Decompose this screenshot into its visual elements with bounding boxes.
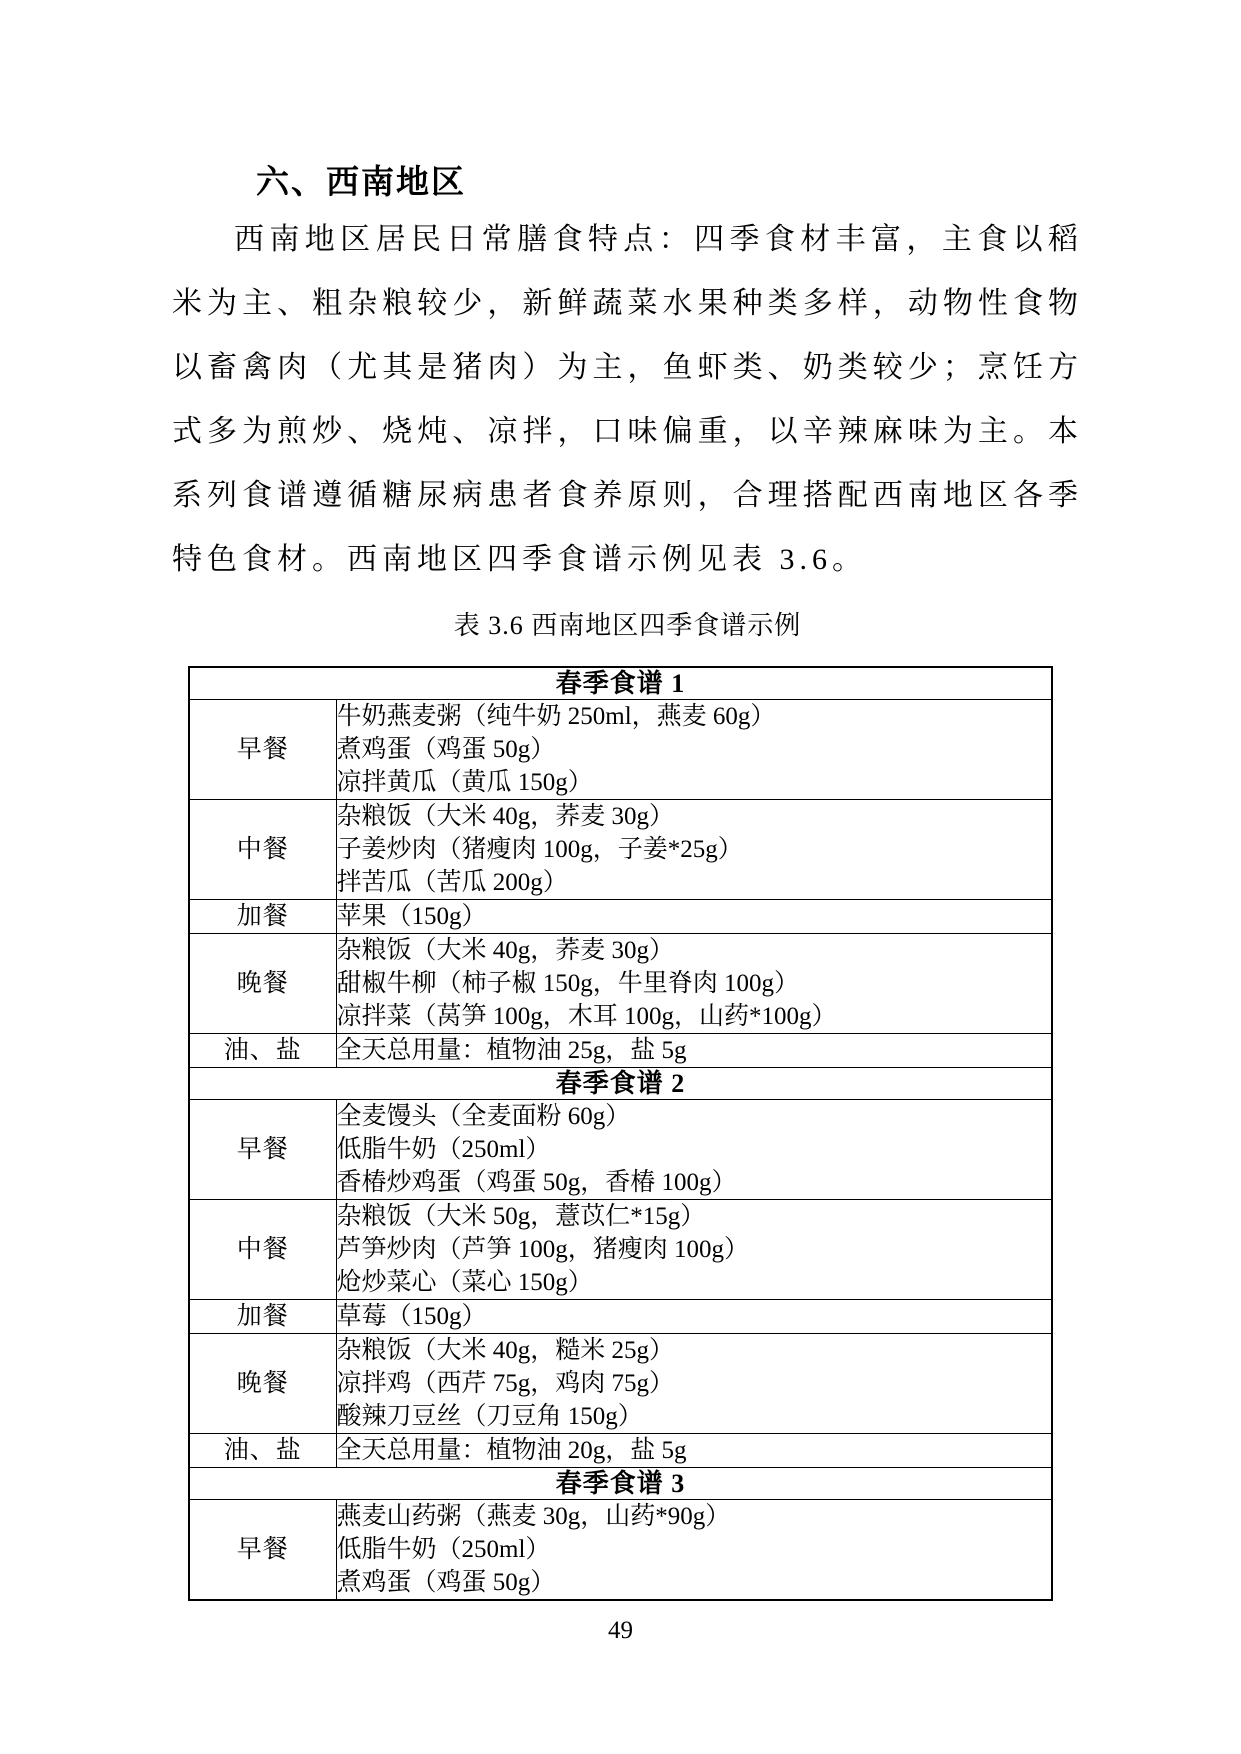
meal-label: 早餐 <box>189 700 336 800</box>
meal-item: 香椿炒鸡蛋（鸡蛋 50g，香椿 100g） <box>336 1169 737 1196</box>
meal-row <box>189 700 1052 800</box>
meal-label: 晚餐 <box>189 1334 336 1434</box>
meal-item: 炝炒菜心（菜心 150g） <box>336 1269 593 1296</box>
meal-items <box>336 1100 1052 1200</box>
meal-items <box>336 700 1052 800</box>
meal-item: 全天总用量：植物油 25g，盐 5g <box>336 1037 687 1064</box>
meal-item: 低脂牛奶（250ml） <box>336 1536 551 1563</box>
meal-row <box>189 800 1052 900</box>
meal-label: 油、盐 <box>189 1434 336 1468</box>
meal-item: 苹果（150g） <box>336 903 487 930</box>
section-header-row <box>189 1068 1052 1100</box>
meal-label: 加餐 <box>189 1300 336 1334</box>
meal-item: 煮鸡蛋（鸡蛋 50g） <box>336 1569 556 1596</box>
meal-row <box>189 900 1052 934</box>
meal-item: 子姜炒肉（猪瘦肉 100g，子姜*25g） <box>336 836 743 863</box>
meal-label: 中餐 <box>189 1200 336 1300</box>
meal-items <box>336 900 1052 934</box>
meal-label: 油、盐 <box>189 1034 336 1068</box>
meal-row <box>189 934 1052 1034</box>
meal-row <box>189 1434 1052 1468</box>
meal-items <box>336 1334 1052 1434</box>
meal-item: 杂粮饭（大米 40g，荞麦 30g） <box>336 937 675 964</box>
meal-items <box>336 1034 1052 1068</box>
section-title: 春季食谱 2 <box>189 1068 1052 1100</box>
meal-label: 晚餐 <box>189 934 336 1034</box>
page-content <box>172 0 1083 1601</box>
section-heading: 六、西南地区 <box>256 163 466 200</box>
section-title: 春季食谱 1 <box>189 667 1052 700</box>
meal-item: 杂粮饭（大米 40g，糙米 25g） <box>336 1337 675 1364</box>
meal-items <box>336 1200 1052 1300</box>
meal-item: 酸辣刀豆丝（刀豆角 150g） <box>336 1403 643 1430</box>
section-title: 春季食谱 3 <box>189 1468 1052 1500</box>
meal-item: 草莓（150g） <box>336 1303 487 1330</box>
meal-item: 甜椒牛柳（柿子椒 150g，牛里脊肉 100g） <box>336 970 800 997</box>
meal-item: 凉拌黄瓜（黄瓜 150g） <box>336 769 593 796</box>
meal-row <box>189 1500 1052 1601</box>
meal-item: 全麦馒头（全麦面粉 60g） <box>336 1103 631 1130</box>
meal-item: 煮鸡蛋（鸡蛋 50g） <box>336 736 556 763</box>
meal-items <box>336 934 1052 1034</box>
section-header-row <box>189 1468 1052 1500</box>
meal-item: 杂粮饭（大米 50g，薏苡仁*15g） <box>336 1203 706 1230</box>
meal-label: 早餐 <box>189 1100 336 1200</box>
meal-item: 全天总用量：植物油 20g，盐 5g <box>336 1437 687 1464</box>
meal-item: 牛奶燕麦粥（纯牛奶 250ml，燕麦 60g） <box>336 703 776 730</box>
meal-item: 低脂牛奶（250ml） <box>336 1136 551 1163</box>
table-caption: 表 3.6 西南地区四季食谱示例 <box>453 611 802 640</box>
meal-item: 拌苦瓜（苦瓜 200g） <box>336 869 568 896</box>
meal-row <box>189 1034 1052 1068</box>
section-header-row <box>189 667 1052 700</box>
meal-row <box>189 1334 1052 1434</box>
meal-label: 加餐 <box>189 900 336 934</box>
meal-items <box>336 1500 1052 1601</box>
meal-items <box>336 1434 1052 1468</box>
meal-items <box>336 1300 1052 1334</box>
body-paragraph: 西南地区居民日常膳食特点：四季食材丰富，主食以稻米为主、粗杂粮较少，新鲜蔬菜水果种类多样，动物性食物以畜禽肉（尤其是猪肉）为主，鱼虾类、奶类较少；烹饪方式多为煎炒、烧炖、凉拌，口味偏重，以辛辣麻味为主。本系列食谱遵循糖尿病患者食养原则，合理搭配西南地区各季特色食材。西南地区四季食谱示例见表 3.6。 <box>172 223 1083 576</box>
meal-item: 杂粮饭（大米 40g，荞麦 30g） <box>336 803 675 830</box>
meal-row <box>189 1100 1052 1200</box>
meal-item: 芦笋炒肉（芦笋 100g，猪瘦肉 100g） <box>336 1236 750 1263</box>
meal-row <box>189 1300 1052 1334</box>
meal-item: 凉拌鸡（西芹 75g，鸡肉 75g） <box>336 1370 675 1397</box>
meal-item: 燕麦山药粥（燕麦 30g，山药*90g） <box>336 1503 731 1530</box>
page-number: 49 <box>608 1617 633 1644</box>
meal-row <box>189 1200 1052 1300</box>
recipe-table <box>188 666 1053 1601</box>
meal-item: 凉拌菜（莴笋 100g，木耳 100g，山药*100g） <box>336 1003 837 1030</box>
meal-items <box>336 800 1052 900</box>
meal-label: 早餐 <box>189 1500 336 1601</box>
meal-label: 中餐 <box>189 800 336 900</box>
